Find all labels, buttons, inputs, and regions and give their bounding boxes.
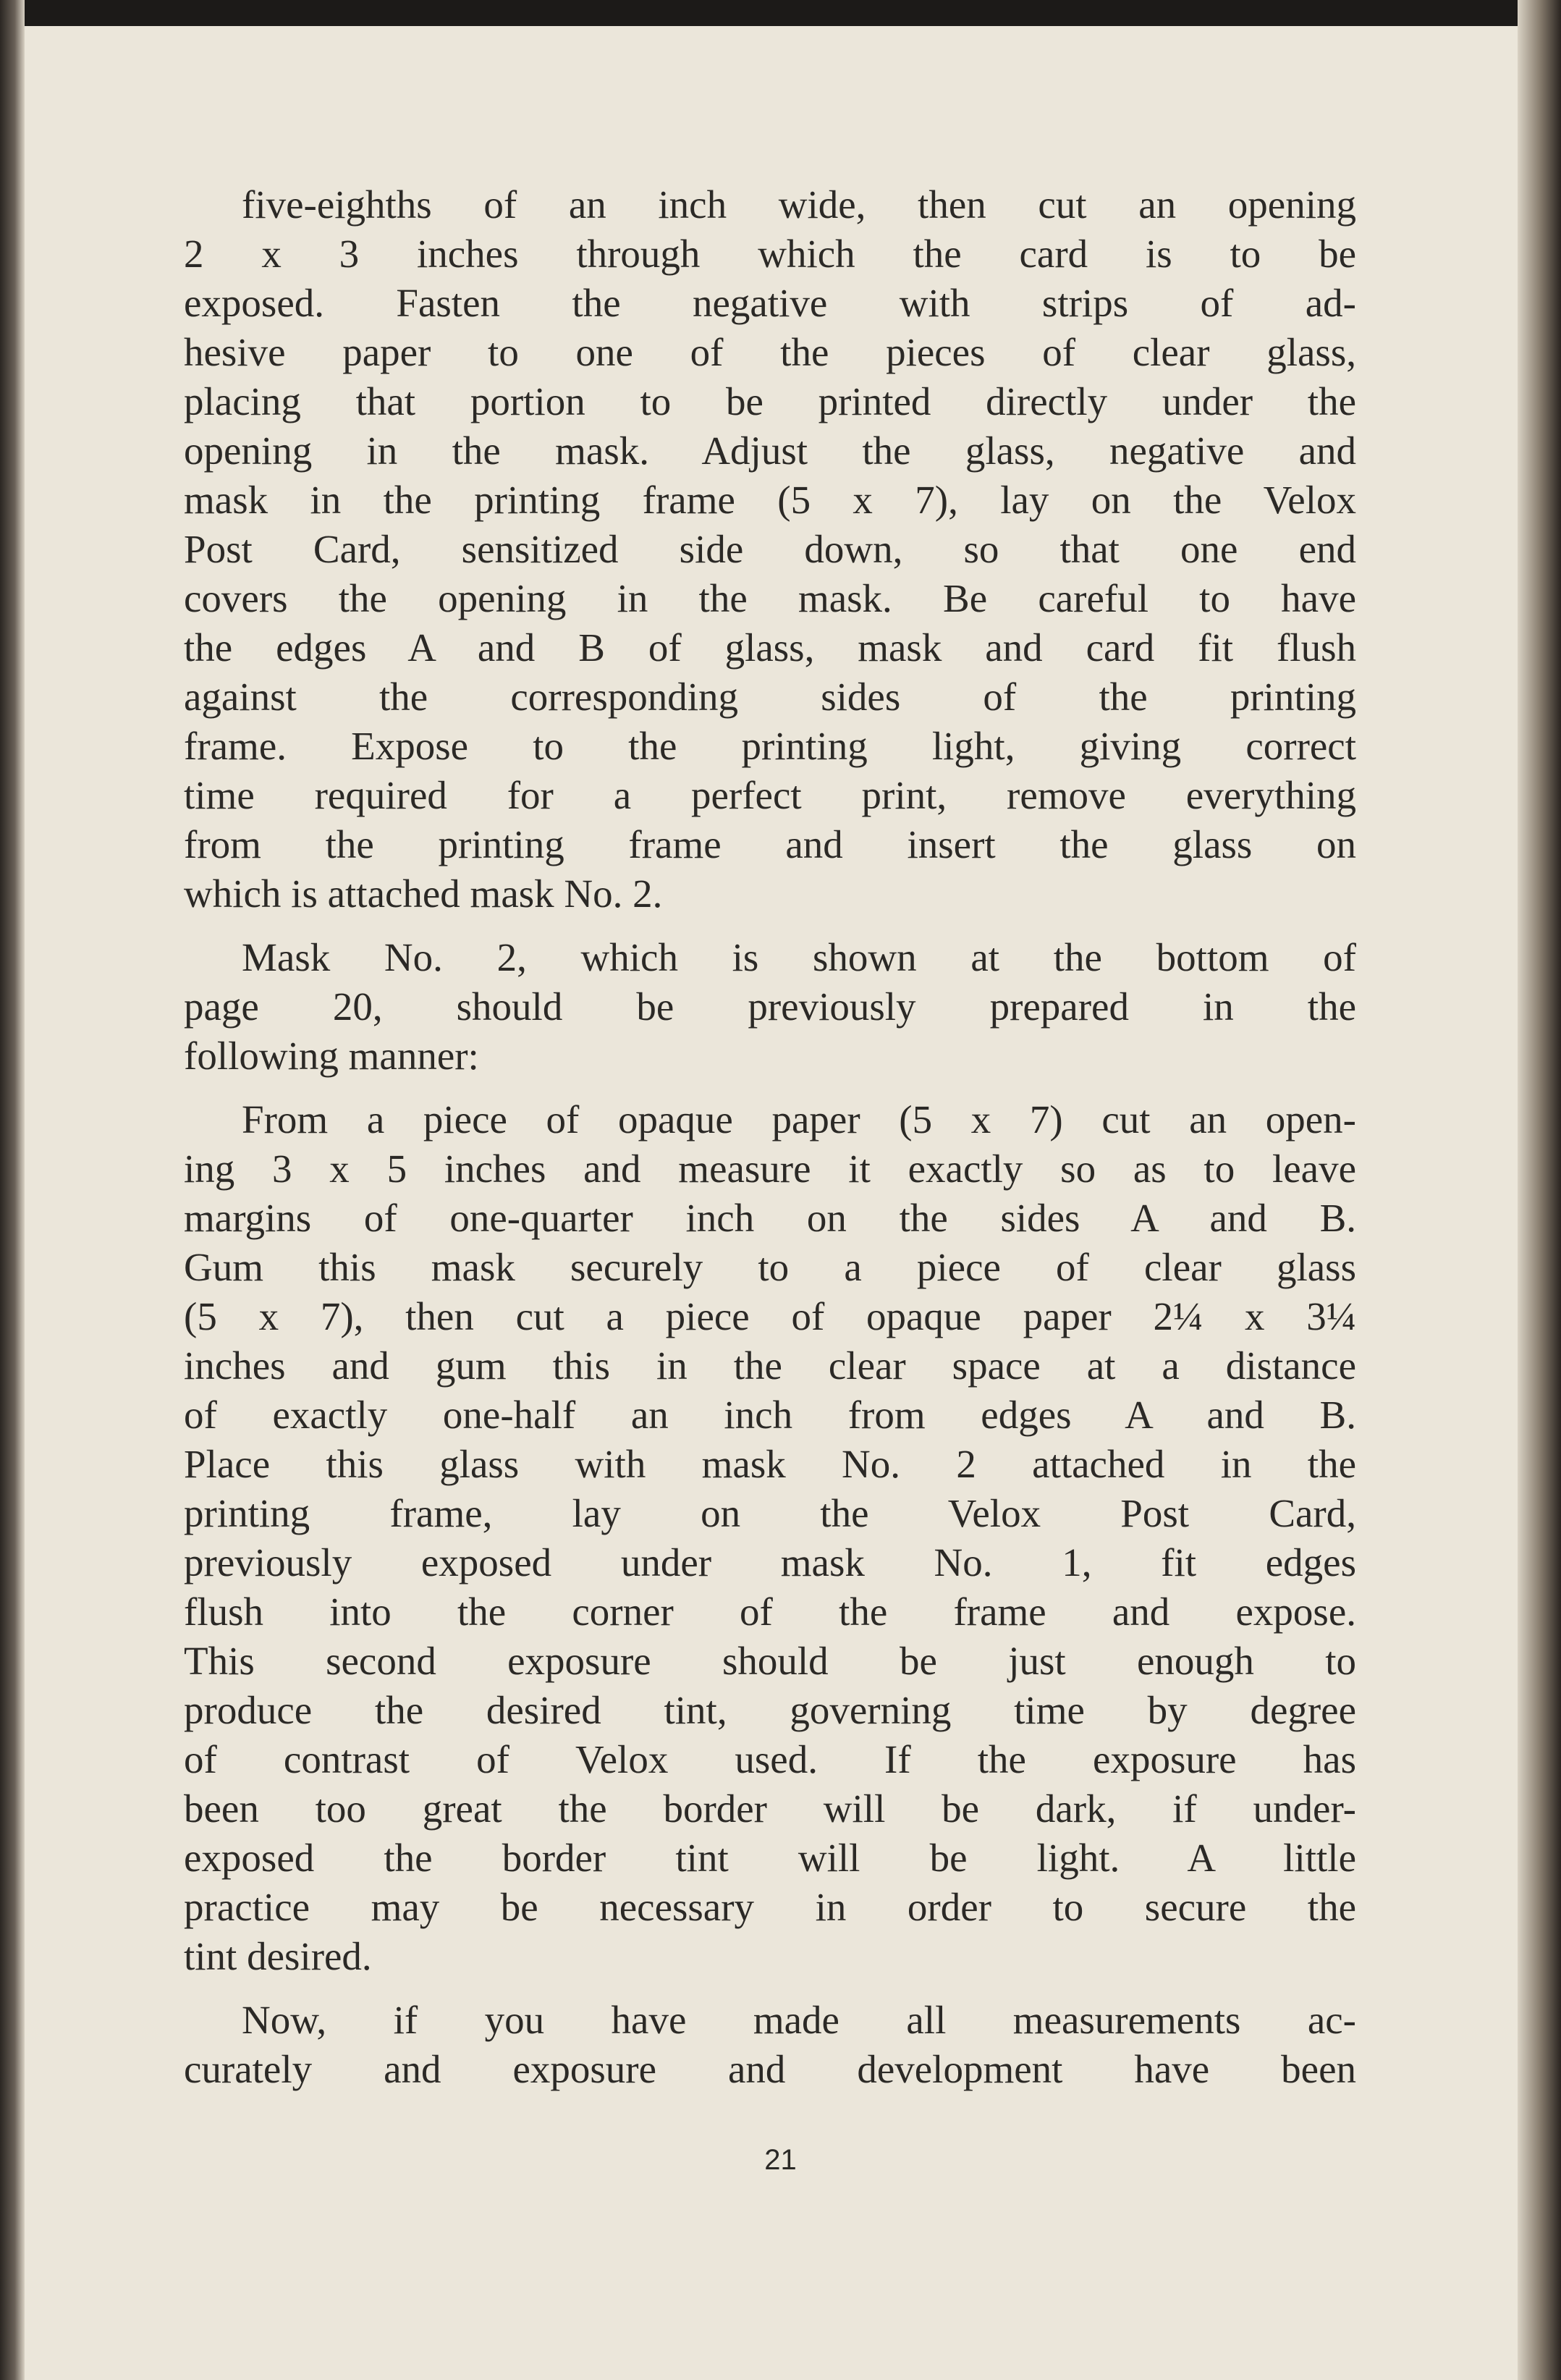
text-line: tint desired. <box>184 1934 372 1978</box>
text-line: the edges A and B of glass, mask and card fit flush <box>184 625 1356 670</box>
text-line: inches and gum this in the clear space at a distance <box>184 1343 1356 1388</box>
text-line: margins of one-quarter inch on the sides A and B. <box>184 1196 1356 1240</box>
text-line: of contrast of Velox used. If the exposure has <box>184 1737 1356 1781</box>
text-line: produce the desired tint, governing time by degree <box>184 1688 1356 1732</box>
paragraph-mask-one-instructions <box>184 180 1356 919</box>
text-line: hesive paper to one of the pieces of clear glass, <box>184 330 1356 374</box>
scan-top-edge <box>0 0 1561 26</box>
text-line: following manner: <box>184 1034 479 1078</box>
text-line: opening in the mask. Adjust the glass, negative and <box>184 429 1356 473</box>
paragraph-mask-two-intro <box>184 933 1356 1081</box>
text-line: placing that portion to be printed directly under the <box>184 379 1356 423</box>
text-line: covers the opening in the mask. Be careful to have <box>184 576 1356 620</box>
text-line: This second exposure should be just enough to <box>184 1639 1356 1683</box>
text-line: exposed. Fasten the negative with strips of ad- <box>184 281 1356 325</box>
paragraph-mask-two-preparation <box>184 1095 1356 1981</box>
text-line: Post Card, sensitized side down, so that one end <box>184 527 1356 571</box>
text-line: of exactly one-half an inch from edges A and B. <box>184 1393 1356 1437</box>
body-text <box>184 180 1356 2109</box>
text-line: from the printing frame and insert the glass on <box>184 822 1356 866</box>
text-line: Gum this mask securely to a piece of clear glass <box>184 1245 1356 1289</box>
text-line: curately and exposure and development have been <box>184 2047 1356 2091</box>
paragraph-conclusion <box>184 1996 1356 2094</box>
text-line: against the corresponding sides of the printing <box>184 675 1356 719</box>
text-line: mask in the printing frame (5 x 7), lay on the Velox <box>184 478 1356 522</box>
text-line: page 20, should be previously prepared in the <box>184 984 1356 1029</box>
text-line: practice may be necessary in order to secure the <box>184 1885 1356 1929</box>
text-line: previously exposed under mask No. 1, fit edges <box>184 1540 1356 1584</box>
text-line: Now, if you have made all measurements ac- <box>242 1998 1356 2042</box>
text-line: flush into the corner of the frame and expose. <box>184 1590 1356 1634</box>
text-line: Place this glass with mask No. 2 attached in the <box>184 1442 1356 1486</box>
text-line: time required for a perfect print, remove everything <box>184 773 1356 817</box>
text-line: 2 x 3 inches through which the card is to be <box>184 232 1356 276</box>
text-line: (5 x 7), then cut a piece of opaque paper 2¼ x 3¼ <box>184 1294 1356 1338</box>
text-line: frame. Expose to the printing light, giving correct <box>184 724 1356 768</box>
text-line: been too great the border will be dark, if under- <box>184 1786 1356 1831</box>
text-line: Mask No. 2, which is shown at the bottom of <box>242 935 1356 979</box>
page-number: 21 <box>764 2144 797 2176</box>
text-line: five-eighths of an inch wide, then cut an opening <box>242 182 1356 227</box>
text-line: From a piece of opaque paper (5 x 7) cut an open- <box>242 1097 1356 1142</box>
text-line: ing 3 x 5 inches and measure it exactly so as to leave <box>184 1147 1356 1191</box>
book-page-edge <box>1518 0 1561 2380</box>
text-line: which is attached mask No. 2. <box>184 872 663 916</box>
book-gutter-edge <box>0 0 25 2380</box>
text-line: exposed the border tint will be light. A little <box>184 1836 1356 1880</box>
text-line: printing frame, lay on the Velox Post Card, <box>184 1491 1356 1535</box>
